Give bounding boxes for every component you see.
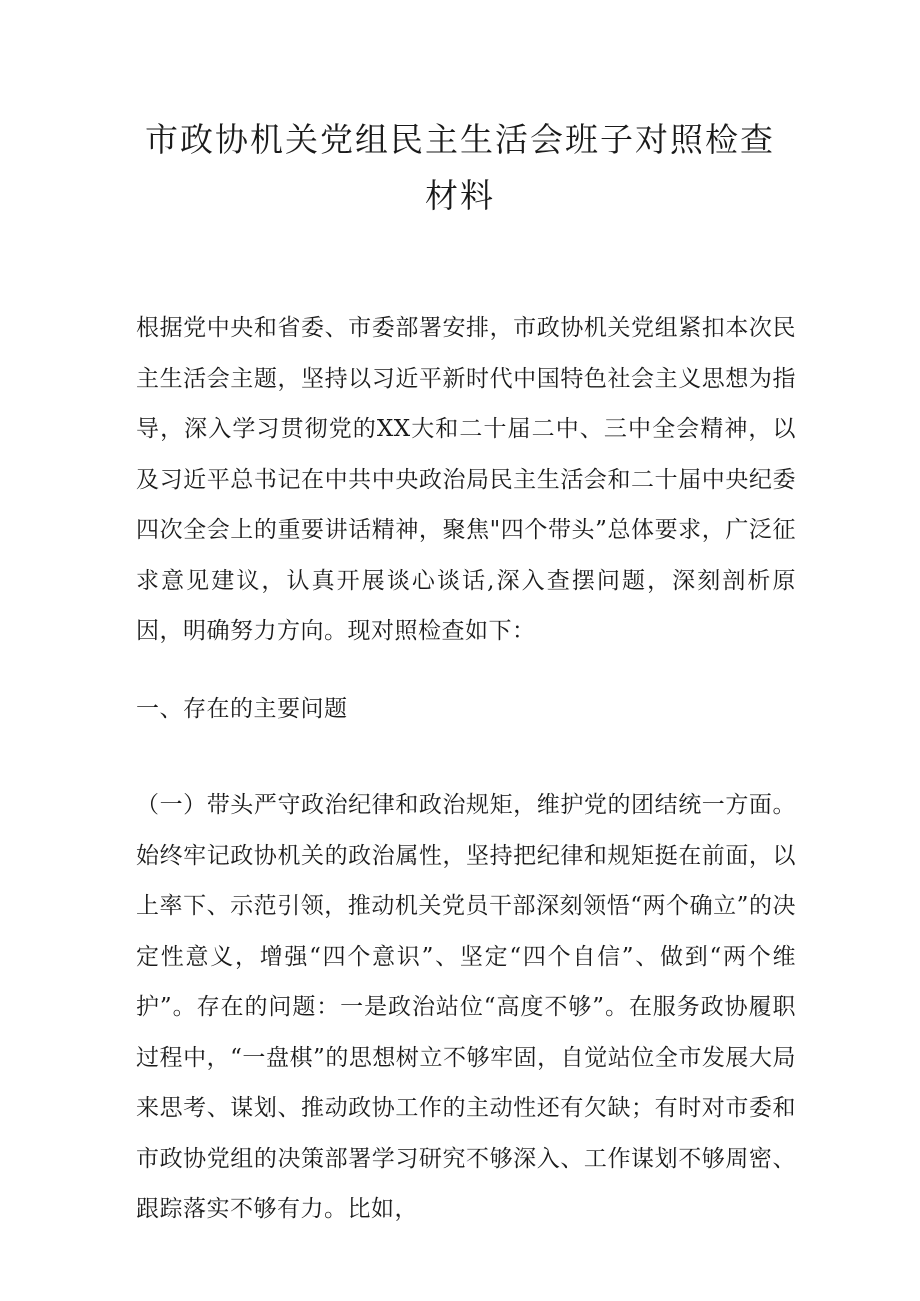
subsection-paragraph-political-discipline: （一）带头严守政治纪律和政治规矩，维护党的团结统一方面。始终牢记政协机关的政治属性，坚持把纪律和规矩挺在前面，以上率下、示范引领，推动机关党员干部深刻领悟“两个确立”的决定性意义，增强“四个意识”、坚定“四个自信”、做到“两个维护”。存在的问题：一是政治站位“高度不够”。在服务政协履职过程中，“一盘棋”的思想树立不够牢固，自觉站位全市发展大局来思考、谋划、推动政协工作的主动性还有欠缺；有时对市委和市政协党组的决策部署学习研究不够深入、工作谋划不够周密、跟踪落实不够有力。比如，	[136, 792, 796, 1222]
section-heading-problems: 一、存在的主要问题	[136, 696, 348, 722]
intro-paragraph: 根据党中央和省委、市委部署安排，市政协机关党组紧扣本次民主生活会主题，坚持以习近平新时代中国特色社会主义思想为指导，深入学习贯彻党的XX大和二十届二中、三中全会精神，以及习近平总书记在中共中央政治局民主生活会和二十届中央纪委四次全会上的重要讲话精神，聚焦"四个带头”总体要求，广泛征求意见建议，认真开展谈心谈话,深入查摆问题，深刻剖析原因，明确努力方向。现对照检查如下：	[136, 315, 796, 644]
document-title: 市政协机关党组民主生活会班子对照检查材料	[145, 120, 775, 215]
